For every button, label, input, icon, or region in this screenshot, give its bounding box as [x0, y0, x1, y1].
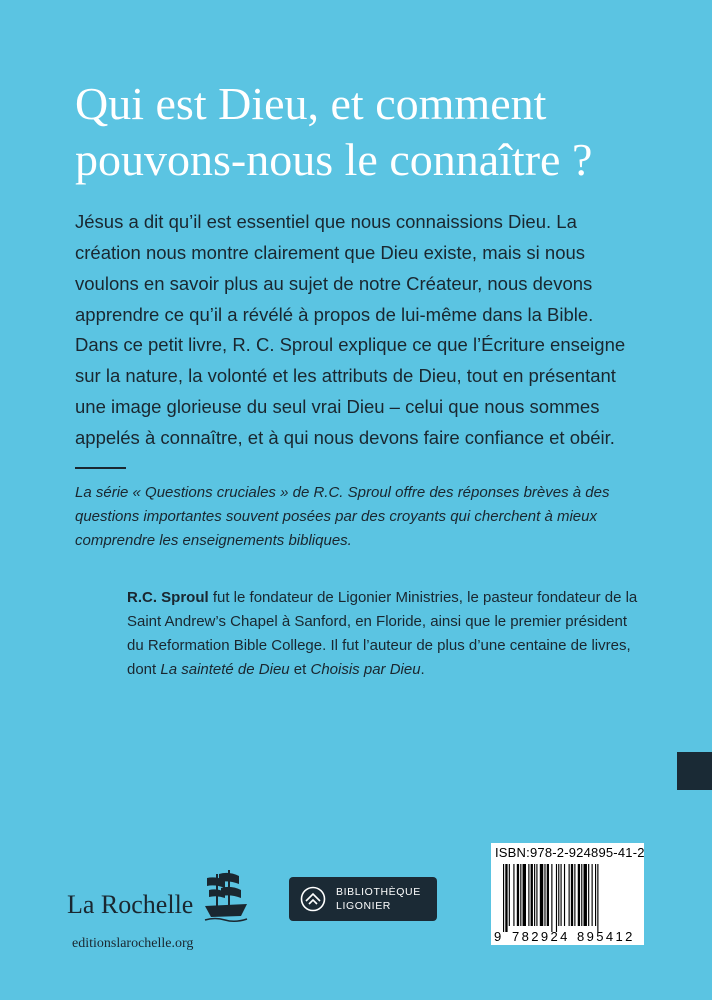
publisher-website: editionslarochelle.org	[72, 936, 194, 951]
barcode-bar	[503, 864, 504, 932]
author-bio	[127, 586, 643, 682]
barcode-bar	[509, 864, 510, 926]
publisher-name: La Rochelle	[67, 890, 194, 919]
barcode-bar	[564, 864, 565, 926]
barcode-bar	[534, 864, 535, 926]
barcode-bar	[592, 864, 593, 926]
barcode-bar	[584, 864, 587, 926]
barcode-bar	[517, 864, 519, 926]
barcode-bar	[597, 864, 598, 932]
publisher-block	[67, 868, 257, 968]
barcode-digit-first: 9	[494, 929, 504, 944]
barcode-bar	[531, 864, 533, 926]
barcode-bar	[505, 864, 507, 932]
bio-text-1: fut le fondateur de Ligonier Ministries, le pasteur fondateur de la Saint Andrew’s Chapel à Sanford, en Floride, ainsi que le premier président du Reformation Bible College. Il fut l’auteur de plus d’une centaine de livres, dont	[127, 589, 638, 678]
barcode-bar	[528, 864, 529, 926]
barcode-bar	[595, 864, 596, 926]
barcode-bar	[581, 864, 582, 926]
barcode-digits-right: 895412	[577, 929, 635, 944]
isbn-barcode	[491, 843, 644, 945]
barcode-bar	[547, 864, 549, 926]
barcode-bar	[588, 864, 589, 926]
imprint-line-1: BIBLIOTHÈQUE	[336, 886, 421, 898]
barcode-bar	[551, 864, 552, 932]
section-divider	[75, 467, 126, 469]
barcode-bar	[574, 864, 575, 926]
barcode-bar	[536, 864, 537, 926]
barcode-bar	[544, 864, 545, 926]
book-title: Qui est Dieu, et comment pouvons-nous le connaître ?	[75, 78, 593, 185]
barcode-bar	[523, 864, 526, 926]
series-note: La série « Questions cruciales » de R.C. Sproul offre des réponses brèves à des questions importantes souvent posées par des croyants qui cherchent à mieux comprendre les enseignements bibliques.	[75, 484, 610, 549]
author-name: R.C. Sproul	[127, 589, 209, 606]
barcode-bar	[578, 864, 580, 926]
bio-text-3: .	[420, 661, 425, 678]
description-paragraph-1: Jésus a dit qu’il est essentiel que nous connaissions Dieu. La création nous montre clairement que Dieu existe, mais si nous voulons en savoir plus au sujet de notre Créateur, nous devons apprendre ce qu’il a révélé à propos de lui-même dans la Bible.	[75, 211, 594, 325]
barcode-bar	[571, 864, 573, 926]
bio-book-2: Choisis par Dieu	[310, 661, 421, 678]
barcode-bar	[569, 864, 570, 926]
ligonier-logo-icon	[300, 886, 326, 912]
isbn-number: ISBN:978-2-924895-41-2	[495, 845, 645, 860]
dark-edge-tab	[677, 752, 712, 790]
barcode-digits-left: 782924	[512, 929, 570, 944]
barcode-bar	[561, 864, 562, 926]
bio-book-1: La sainteté de Dieu	[160, 661, 290, 678]
barcode-bar	[540, 864, 543, 926]
ligonier-badge	[289, 877, 437, 921]
imprint-line-2: LIGONIER	[336, 900, 391, 912]
description-paragraph-2: Dans ce petit livre, R. C. Sproul explique ce que l’Écriture enseigne sur la nature, la volonté et les attributs de Dieu, tout en présentant une image glorieuse du seul vrai Dieu – celui que nous sommes appelés à connaître, et à qui nous devons faire confiance et obéir.	[75, 334, 626, 448]
barcode-bar	[556, 864, 557, 932]
ship-icon	[203, 868, 249, 924]
barcode-bar	[513, 864, 514, 926]
bio-text-2: et	[289, 661, 311, 678]
barcode-bar	[520, 864, 521, 926]
barcode-bar	[558, 864, 559, 926]
